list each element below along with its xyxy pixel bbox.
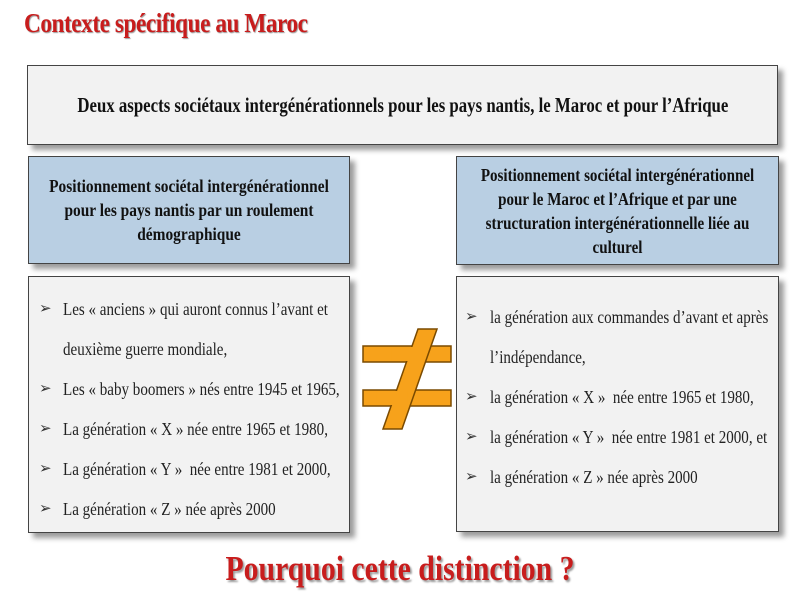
list-item <box>39 369 349 409</box>
arrow-bullet-icon: ➢ <box>465 309 478 325</box>
page-title: Contexte spécifique au Maroc <box>24 8 308 38</box>
arrow-bullet-icon: ➢ <box>39 301 52 317</box>
arrow-bullet-icon: ➢ <box>39 461 52 477</box>
right-header-box <box>456 156 779 265</box>
list-item <box>39 409 349 449</box>
list-item-text: La génération « Z » née après 2000 <box>63 499 276 519</box>
right-header-text: Positionnement sociétal intergénérationnel pour le Maroc et l’Afrique et par une structuration intergénérationnelle liée au culturel <box>480 164 755 257</box>
left-header-text: Positionnement sociétal intergénérationnel pour les pays nantis par un roulement démographique <box>49 176 329 244</box>
not-equal-icon <box>358 326 458 432</box>
list-item-text: la génération « Y » née entre 1981 et 2000, et <box>490 427 768 447</box>
list-item-text: la génération « X » née entre 1965 et 1980, <box>490 387 754 407</box>
left-list-box <box>28 276 350 533</box>
banner-text: Deux aspects sociétaux intergénérationnels pour les pays nantis, le Maroc et pour l’Afrique <box>77 92 728 117</box>
list-item-text: Les « baby boomers » nés entre 1945 et 1965, <box>63 379 340 399</box>
arrow-bullet-icon: ➢ <box>39 501 52 517</box>
list-item-text: la génération aux commandes d’avant et après <box>490 307 769 327</box>
right-generation-list <box>457 277 778 497</box>
right-list-box <box>456 276 779 532</box>
list-item-text: La génération « X » née entre 1965 et 1980, <box>63 419 328 439</box>
list-item <box>465 417 778 457</box>
arrow-bullet-icon: ➢ <box>465 429 478 445</box>
banner-box <box>27 65 778 145</box>
list-item-text: La génération « Y » née entre 1981 et 2000, <box>63 459 331 479</box>
list-item <box>39 289 349 369</box>
list-item <box>39 489 349 529</box>
list-item <box>39 449 349 489</box>
closing-question: Pourquoi cette distinction ? <box>225 549 575 588</box>
list-item-continuation: l’indépendance, <box>490 347 586 367</box>
left-header-box <box>28 156 350 264</box>
arrow-bullet-icon: ➢ <box>39 421 52 437</box>
list-item-text: Les « anciens » qui auront connus l’avant et <box>63 299 328 319</box>
arrow-bullet-icon: ➢ <box>465 469 478 485</box>
list-item <box>465 297 778 377</box>
arrow-bullet-icon: ➢ <box>465 389 478 405</box>
left-generation-list <box>29 277 349 529</box>
list-item <box>465 377 778 417</box>
list-item-text: la génération « Z » née après 2000 <box>490 467 698 487</box>
arrow-bullet-icon: ➢ <box>39 381 52 397</box>
list-item <box>465 457 778 497</box>
list-item-continuation: deuxième guerre mondiale, <box>63 339 228 359</box>
